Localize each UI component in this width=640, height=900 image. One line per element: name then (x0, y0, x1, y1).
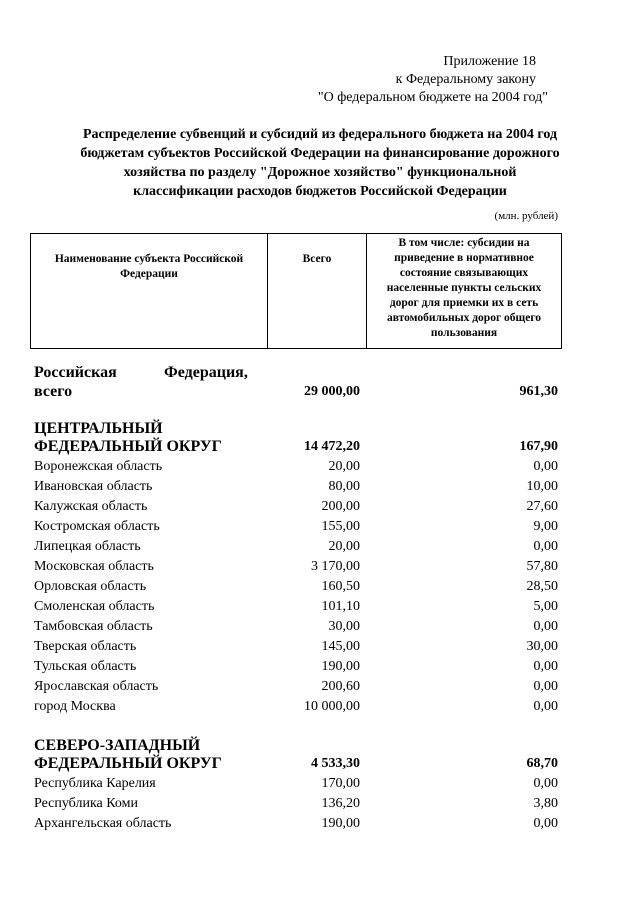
region-total: 10 000,00 (304, 699, 360, 714)
region-total: 30,00 (328, 619, 360, 634)
rf-total-name-part1: Российская (34, 364, 117, 381)
rf-total-subsidy: 961,30 (519, 384, 558, 399)
region-subsidy: 3,80 (533, 796, 558, 811)
region-total: 170,00 (321, 776, 360, 791)
title-line-3: хозяйства по разделу "Дорожное хозяйство" функциональной (123, 165, 517, 180)
region-total: 160,50 (321, 579, 360, 594)
region-subsidy: 5,00 (533, 599, 558, 614)
region-name: Республика Коми (34, 796, 138, 811)
table-row (34, 497, 558, 517)
table-row (34, 577, 558, 597)
table-row (34, 794, 558, 814)
table-row (34, 597, 558, 617)
region-subsidy: 28,50 (526, 579, 558, 594)
region-subsidy: 0,00 (533, 619, 558, 634)
table-header (30, 233, 562, 349)
district-total: 4 533,30 (311, 756, 360, 771)
table-row (34, 477, 558, 497)
title-line-2: бюджетам субъектов Российской Федерации на финансирование дорожного (80, 146, 560, 161)
region-name: город Москва (34, 699, 116, 714)
district-total-row (34, 437, 558, 457)
region-subsidy: 10,00 (526, 479, 558, 494)
rf-total-row-2 (34, 382, 558, 402)
region-total: 200,00 (321, 499, 360, 514)
district-name: СЕВЕРО-ЗАПАДНЫЙ (34, 737, 201, 754)
region-total: 155,00 (321, 519, 360, 534)
region-name: Архангельская область (34, 816, 172, 831)
region-subsidy: 30,00 (526, 639, 558, 654)
table-row (34, 617, 558, 637)
region-subsidy: 0,00 (533, 699, 558, 714)
region-name: Липецкая область (34, 539, 141, 554)
region-name: Московская область (34, 559, 154, 574)
region-subsidy: 0,00 (533, 659, 558, 674)
rf-total-row (34, 363, 558, 383)
district-subsidy: 167,90 (519, 439, 558, 454)
units-label: (млн. рублей) (494, 210, 558, 222)
region-total: 20,00 (328, 539, 360, 554)
region-subsidy: 0,00 (533, 816, 558, 831)
district-name: ЦЕНТРАЛЬНЫЙ (34, 420, 163, 437)
table-row (34, 557, 558, 577)
table-row (34, 774, 558, 794)
region-total: 145,00 (321, 639, 360, 654)
column-header-subject: Наименование субъекта Российской Федерации (31, 234, 268, 349)
region-name: Тамбовская область (34, 619, 153, 634)
region-total: 20,00 (328, 459, 360, 474)
appendix-number: Приложение 18 (443, 54, 536, 69)
district-total: 14 472,20 (304, 439, 360, 454)
table-row (34, 637, 558, 657)
region-name: Смоленская область (34, 599, 155, 614)
table-row (34, 697, 558, 717)
column-header-subsidies: В том числе: субсидии на приведение в нормативное состояние связывающих населенные пункты сельских дорог для приемки их в сеть автомобильных дорог общего пользования (367, 234, 562, 349)
district-name-line-2: ФЕДЕРАЛЬНЫЙ ОКРУГ (34, 438, 222, 455)
region-subsidy: 0,00 (533, 459, 558, 474)
region-name: Ивановская область (34, 479, 153, 494)
table-row (34, 517, 558, 537)
region-total: 190,00 (321, 816, 360, 831)
district-subsidy: 68,70 (526, 756, 558, 771)
rf-total-name-part2: Федерация, (164, 364, 248, 381)
region-name: Тульская область (34, 659, 137, 674)
table-row (34, 677, 558, 697)
district-name-line-2: ФЕДЕРАЛЬНЫЙ ОКРУГ (34, 755, 222, 772)
title-line-4: классификации расходов бюджетов Российской Федерации (133, 184, 507, 199)
region-name: Костромская область (34, 519, 160, 534)
region-total: 200,60 (321, 679, 360, 694)
region-subsidy: 0,00 (533, 776, 558, 791)
region-name: Республика Карелия (34, 776, 156, 791)
region-name: Тверская область (34, 639, 137, 654)
region-subsidy: 0,00 (533, 679, 558, 694)
region-name: Орловская область (34, 579, 147, 594)
table-row (34, 537, 558, 557)
district-total-row (34, 754, 558, 774)
region-total: 136,20 (321, 796, 360, 811)
column-header-total: Всего (268, 234, 367, 349)
table-row (34, 457, 558, 477)
region-name: Калужская область (34, 499, 148, 514)
district-title-line-1 (34, 419, 558, 439)
table-row (34, 814, 558, 834)
appendix-law-reference: к Федеральному закону (395, 72, 536, 87)
title-line-1: Распределение субвенций и субсидий из федерального бюджета на 2004 год (82, 127, 558, 142)
district-title-line-1 (34, 736, 558, 756)
region-subsidy: 0,00 (533, 539, 558, 554)
appendix-law-title: "О федеральном бюджете на 2004 год" (317, 90, 548, 105)
region-name: Воронежская область (34, 459, 163, 474)
region-subsidy: 27,60 (526, 499, 558, 514)
region-total: 190,00 (321, 659, 360, 674)
region-total: 101,10 (321, 599, 360, 614)
rf-total-name-part3: всего (34, 383, 73, 400)
region-total: 80,00 (328, 479, 360, 494)
region-subsidy: 57,80 (526, 559, 558, 574)
region-name: Ярославская область (34, 679, 159, 694)
document-title (30, 125, 610, 201)
table-row (34, 657, 558, 677)
region-subsidy: 9,00 (533, 519, 558, 534)
rf-total-value: 29 000,00 (304, 384, 360, 399)
region-total: 3 170,00 (311, 559, 360, 574)
